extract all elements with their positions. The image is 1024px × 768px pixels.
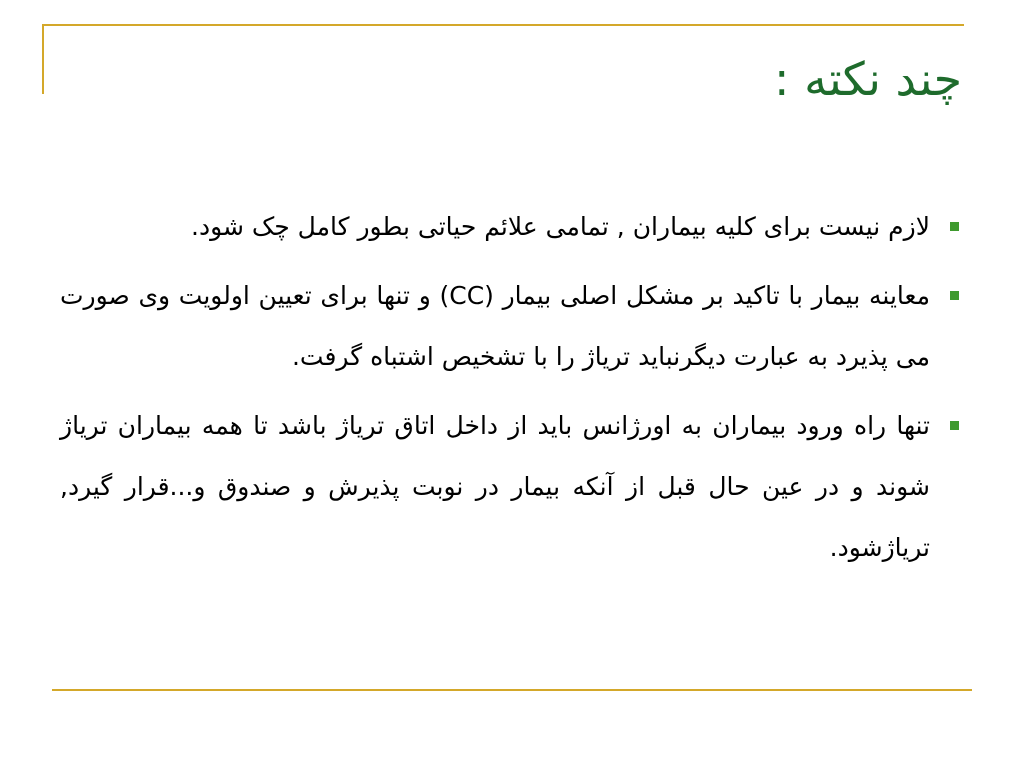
- bullet-text: معاینه بیمار با تاکید بر مشکل اصلی بیمار (CC) و تنها برای تعیین اولویت وی صورت می پذیرد به عبارت دیگرنباید ترياژ را با تشخیص اشتباه گرفت.: [60, 281, 930, 371]
- square-bullet-icon: [950, 421, 959, 430]
- bullet-item-1: [60, 196, 962, 257]
- square-bullet-icon: [950, 291, 959, 300]
- frame-bottom-line: [52, 689, 972, 691]
- bullet-text: لازم نیست برای کلیه بیماران , تمامی علائم حیاتی بطور کامل چک شود.: [191, 212, 930, 241]
- frame-left-line: [42, 24, 44, 94]
- bullet-list: [60, 196, 962, 586]
- square-bullet-icon: [950, 222, 959, 231]
- bullet-item-2: [60, 265, 962, 387]
- bullet-item-3: [60, 395, 962, 578]
- slide-title: چند نکته :: [774, 52, 962, 106]
- frame-top-line: [42, 24, 964, 26]
- bullet-text: تنها راه ورود بیماران به اورژانس باید از داخل اتاق ترياژ باشد تا همه بیماران ترياژ شوند و در عین حال قبل از آنکه بیمار در نوبت پذیرش و صندوق و...قرار گیرد, ترياژشود.: [60, 411, 930, 562]
